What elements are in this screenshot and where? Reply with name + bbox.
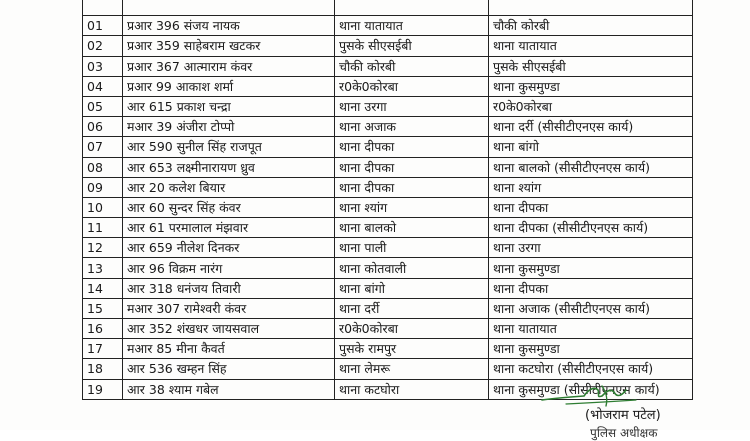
serial-cell: 06: [83, 117, 123, 137]
to-cell: थाना कटघोरा (सीसीटीएनएस कार्य): [489, 359, 693, 379]
from-cell: [335, 0, 489, 16]
from-cell: थाना बांगो: [335, 278, 489, 298]
table-row: [83, 319, 693, 339]
to-cell: थाना बालको (सीसीटीएनएस कार्य): [489, 157, 693, 177]
transfer-table: [82, 0, 693, 400]
to-cell: थाना श्यांग: [489, 177, 693, 197]
name-cell: आर 615 प्रकाश चन्द्रा: [123, 96, 335, 116]
serial-cell: 05: [83, 96, 123, 116]
signatory-name: (भोजराम पटेल): [585, 408, 661, 423]
to-cell: चौकी कोरबी: [489, 16, 693, 36]
to-cell: थाना कुसमुण्डा: [489, 339, 693, 359]
from-cell: थाना लेमरू: [335, 359, 489, 379]
name-cell: प्रआर 396 संजय नायक: [123, 16, 335, 36]
name-cell: आर 61 परमालाल मंझवार: [123, 218, 335, 238]
to-cell: थाना बांगो: [489, 137, 693, 157]
table-row: [83, 0, 693, 16]
table-row: [83, 278, 693, 298]
name-cell: [123, 0, 335, 16]
to-cell: थाना यातायात: [489, 319, 693, 339]
serial-cell: 18: [83, 359, 123, 379]
table-row: [83, 157, 693, 177]
from-cell: थाना यातायात: [335, 16, 489, 36]
from-cell: थाना श्यांग: [335, 197, 489, 217]
serial-cell: 17: [83, 339, 123, 359]
from-cell: थाना दीपका: [335, 137, 489, 157]
serial-cell: 19: [83, 379, 123, 399]
to-cell: थाना दीपका: [489, 197, 693, 217]
serial-cell: 13: [83, 258, 123, 278]
from-cell: पुसके सीएसईबी: [335, 36, 489, 56]
serial-cell: 03: [83, 56, 123, 76]
serial-cell: 16: [83, 319, 123, 339]
from-cell: थाना दीपका: [335, 157, 489, 177]
from-cell: र0के0कोरबा: [335, 319, 489, 339]
to-cell: थाना अजाक (सीसीटीएनएस कार्य): [489, 298, 693, 318]
name-cell: आर 590 सुनील सिंह राजपूत: [123, 137, 335, 157]
table-row: [83, 137, 693, 157]
table-row: [83, 258, 693, 278]
name-cell: मआर 85 मीना कैवर्त: [123, 339, 335, 359]
serial-cell: 04: [83, 76, 123, 96]
table-row: [83, 197, 693, 217]
table-row: [83, 76, 693, 96]
serial-cell: 02: [83, 36, 123, 56]
to-cell: थाना दीपका (सीसीटीएनएस कार्य): [489, 218, 693, 238]
table-row: [83, 36, 693, 56]
table-row: [83, 218, 693, 238]
from-cell: चौकी कोरबी: [335, 56, 489, 76]
serial-cell: 11: [83, 218, 123, 238]
from-cell: थाना कटघोरा: [335, 379, 489, 399]
serial-cell: 15: [83, 298, 123, 318]
from-cell: थाना बालको: [335, 218, 489, 238]
table-row: [83, 96, 693, 116]
signatory-designation: पुलिस अधीक्षक: [590, 426, 658, 440]
table-row: [83, 16, 693, 36]
to-cell: थाना कुसमुण्डा: [489, 258, 693, 278]
name-cell: आर 318 धनंजय तिवारी: [123, 278, 335, 298]
to-cell: थाना कुसमुण्डा: [489, 76, 693, 96]
name-cell: आर 20 कलेश बियार: [123, 177, 335, 197]
serial-cell: 14: [83, 278, 123, 298]
from-cell: थाना पाली: [335, 238, 489, 258]
name-cell: मआर 307 रामेश्वरी कंवर: [123, 298, 335, 318]
to-cell: थाना दर्री (सीसीटीएनएस कार्य): [489, 117, 693, 137]
to-cell: थाना उरगा: [489, 238, 693, 258]
name-cell: आर 38 श्याम गबेल: [123, 379, 335, 399]
table-row: [83, 56, 693, 76]
name-cell: आर 536 खम्हन सिंह: [123, 359, 335, 379]
table-row: [83, 339, 693, 359]
from-cell: र0के0कोरबा: [335, 76, 489, 96]
name-cell: प्रआर 99 आकाश शर्मा: [123, 76, 335, 96]
serial-cell: 09: [83, 177, 123, 197]
table-row: [83, 359, 693, 379]
name-cell: आर 96 विक्रम नारंग: [123, 258, 335, 278]
serial-cell: 12: [83, 238, 123, 258]
from-cell: थाना कोतवाली: [335, 258, 489, 278]
table-row: [83, 117, 693, 137]
to-cell: थाना कुसमुण्डा (सीसीटीएनएस कार्य): [489, 379, 693, 399]
from-cell: पुसके रामपुर: [335, 339, 489, 359]
name-cell: मआर 39 अंजीरा टोप्पो: [123, 117, 335, 137]
name-cell: आर 659 नीलेश दिनकर: [123, 238, 335, 258]
to-cell: पुसके सीएसईबी: [489, 56, 693, 76]
name-cell: आर 653 लक्ष्मीनारायण ध्रुव: [123, 157, 335, 177]
to-cell: थाना दीपका: [489, 278, 693, 298]
to-cell: थाना यातायात: [489, 36, 693, 56]
name-cell: आर 60 सुन्दर सिंह कंवर: [123, 197, 335, 217]
name-cell: प्रआर 367 आत्माराम कंवर: [123, 56, 335, 76]
table-row: [83, 177, 693, 197]
from-cell: थाना दर्री: [335, 298, 489, 318]
serial-cell: 10: [83, 197, 123, 217]
serial-cell: 08: [83, 157, 123, 177]
table-row: [83, 298, 693, 318]
to-cell: [489, 0, 693, 16]
serial-cell: 07: [83, 137, 123, 157]
from-cell: थाना दीपका: [335, 177, 489, 197]
name-cell: आर 352 शंखधर जायसवाल: [123, 319, 335, 339]
table-row: [83, 238, 693, 258]
name-cell: प्रआर 359 साहेबराम खटकर: [123, 36, 335, 56]
serial-cell: 01: [83, 16, 123, 36]
from-cell: थाना उरगा: [335, 96, 489, 116]
to-cell: र0के0कोरबा: [489, 96, 693, 116]
from-cell: थाना अजाक: [335, 117, 489, 137]
serial-cell: [83, 0, 123, 16]
